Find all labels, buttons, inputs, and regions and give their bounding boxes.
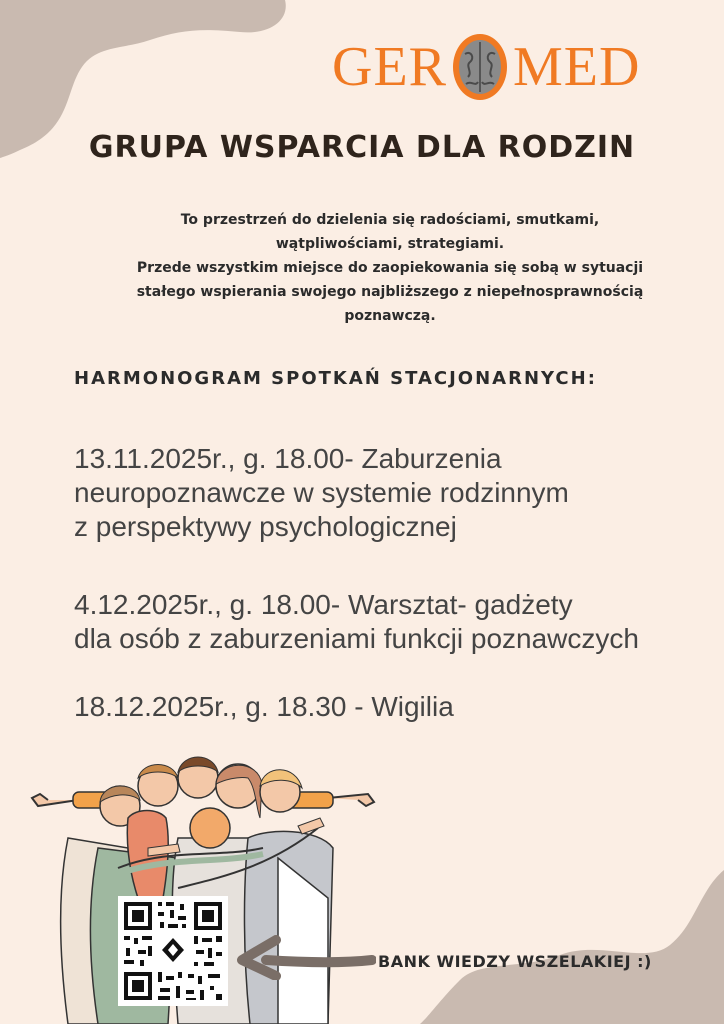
event-line: 4.12.2025r., g. 18.00- Warsztat- gadżety xyxy=(74,589,573,620)
intro-line: stałego wspierania swojego najbliższego z niepełnosprawnością xyxy=(136,284,644,300)
page-title: GRUPA WSPARCIA DLA RODZIN xyxy=(88,130,636,165)
intro-line: To przestrzeń do dzielenia się radościami, smutkami, xyxy=(180,212,600,228)
intro-line: Przede wszystkim miejsce do zaopiekowania się sobą w sytuacji xyxy=(136,260,644,276)
geromed-logo xyxy=(332,24,694,110)
qr-code[interactable] xyxy=(118,896,228,1006)
event-item xyxy=(74,588,714,656)
event-line: 18.12.2025r., g. 18.30 - Wigilia xyxy=(74,691,454,722)
event-line: neuropoznawcze w systemie rodzinnym xyxy=(74,477,569,508)
brain-icon xyxy=(451,32,509,102)
event-line: dla osób z zaburzeniami funkcji poznawczych xyxy=(74,623,639,654)
schedule-heading: HARMONOGRAM SPOTKAŃ STACJONARNYCH: xyxy=(74,368,597,389)
intro-line: poznawczą. xyxy=(344,308,436,324)
arrow-left-icon xyxy=(236,930,376,980)
corner-blob-bottom-right xyxy=(420,870,724,1024)
bank-text: BANK WIEDZY WSZELAKIEJ :) xyxy=(378,952,652,971)
intro-text xyxy=(100,208,680,328)
logo-text-right: MED xyxy=(513,36,641,98)
intro-line: wątpliwościami, strategiami. xyxy=(275,236,505,252)
logo-text-left: GER xyxy=(332,36,447,98)
event-line: 13.11.2025r., g. 18.00- Zaburzenia xyxy=(74,443,502,474)
event-item xyxy=(74,690,714,724)
event-line: z perspektywy psychologicznej xyxy=(74,511,457,542)
event-item xyxy=(74,442,714,544)
